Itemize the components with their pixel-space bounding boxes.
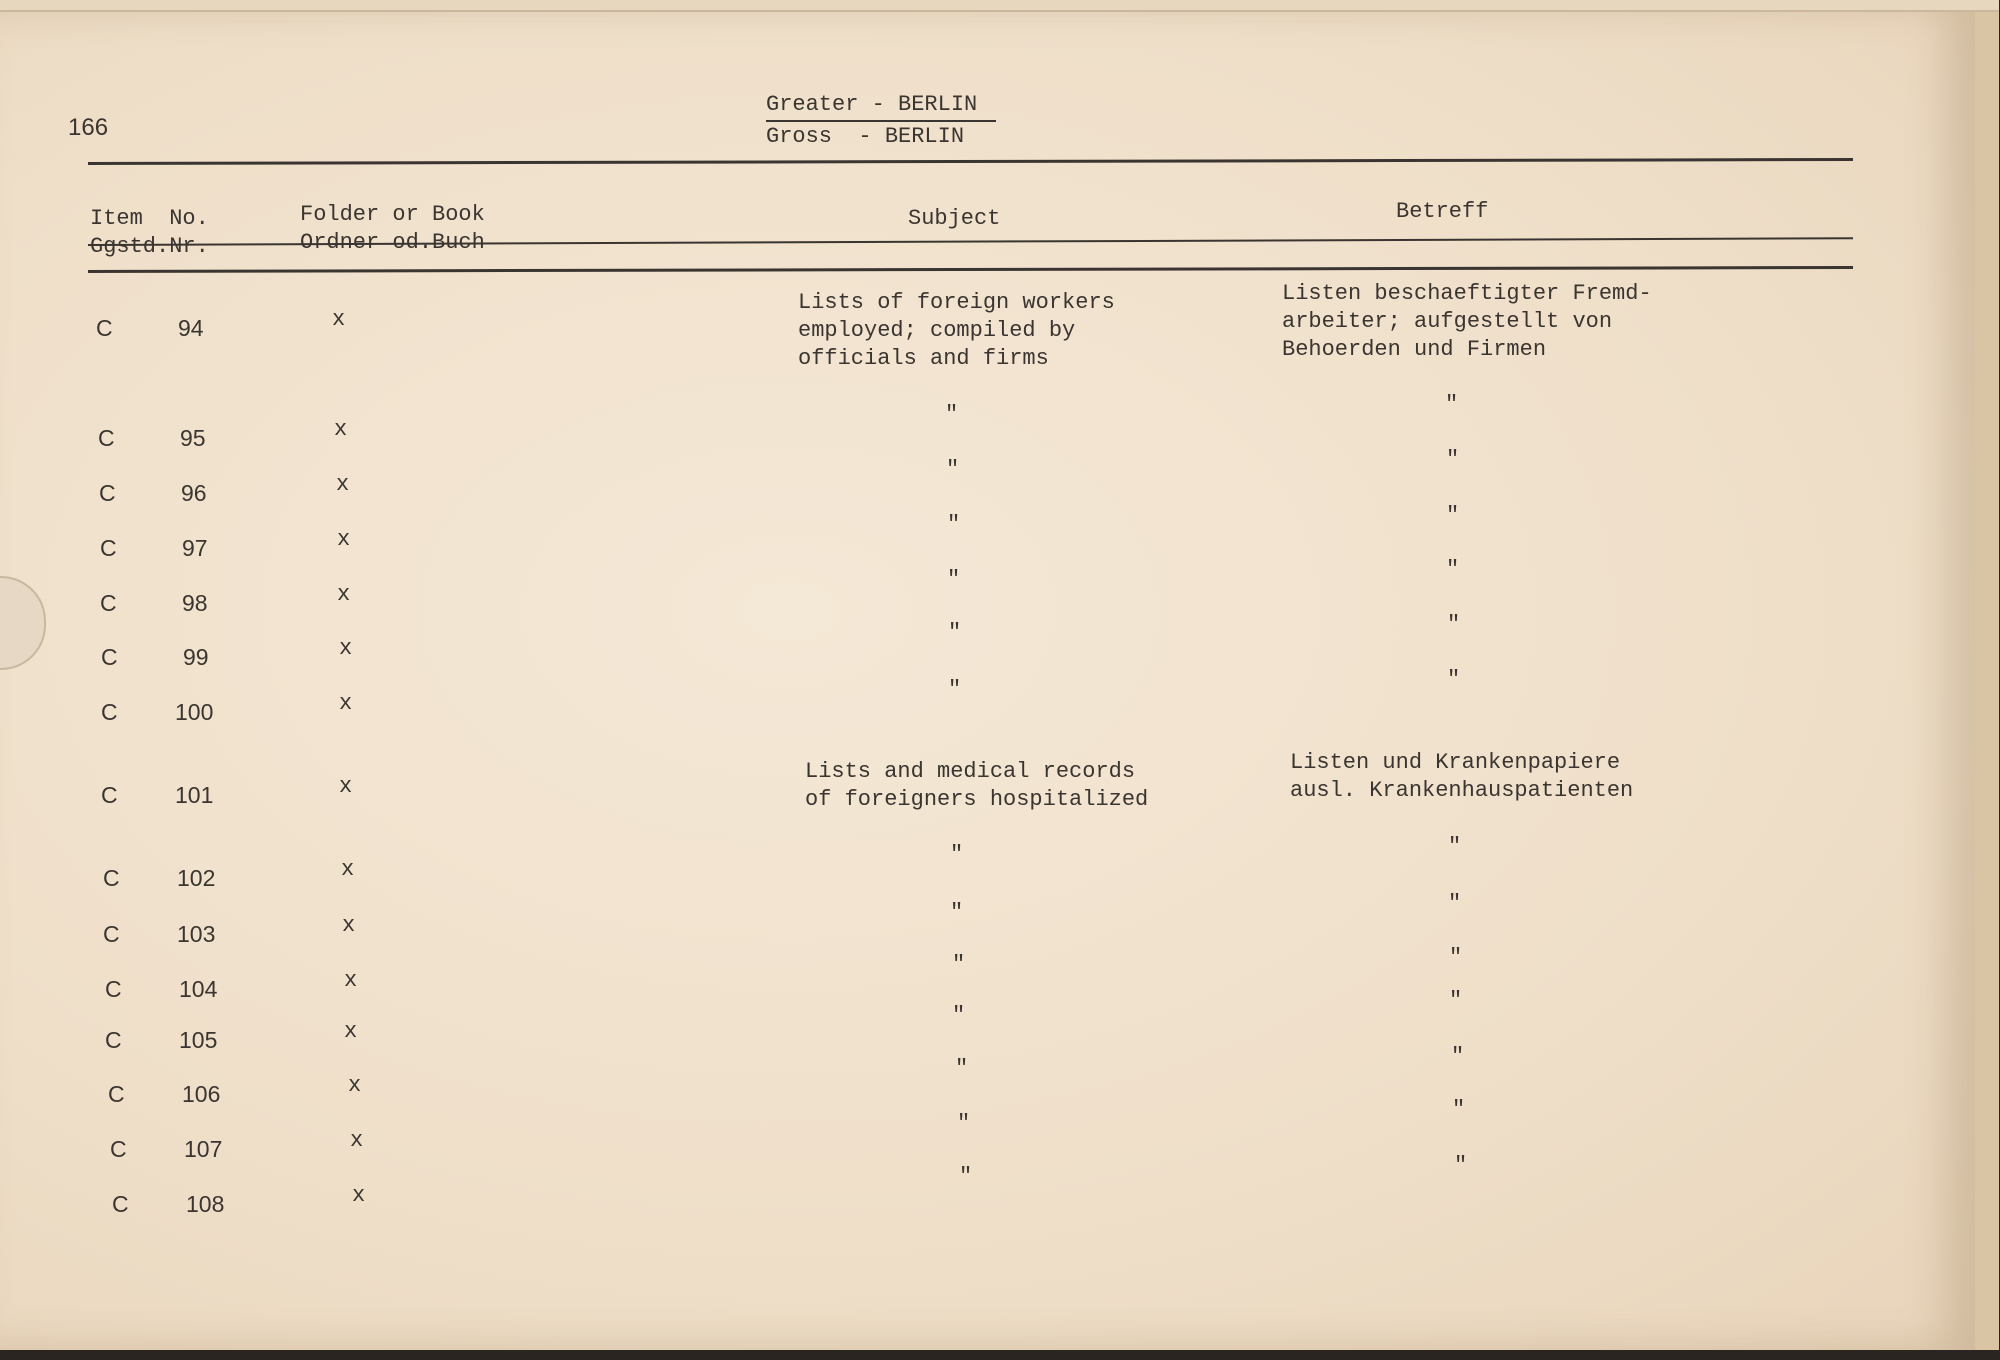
row-subject-ditto: " [948,677,962,702]
row-betreff-ditto: " [1446,503,1460,528]
row-number: 96 [181,480,207,506]
row-prefix: C [108,1081,125,1107]
row-prefix: C [101,644,118,670]
row-prefix: C [100,590,117,616]
row-folder-mark: x [337,527,351,552]
row-betreff-ditto: " [1448,891,1462,916]
row-folder-mark: x [344,1019,358,1044]
page-number: 166 [68,114,109,141]
row-number: 101 [175,782,214,808]
header-bottom-rule [88,266,1853,273]
row-betreff-ditto: " [1452,1097,1466,1122]
row-betreff-ditto: " [1446,447,1460,472]
row-prefix: C [100,535,117,561]
row-prefix: C [103,921,120,947]
row-betreff: Listen beschaeftigter Fremd- arbeiter; aufgestellt von Behoerden und Firmen [1282,281,1652,362]
row-subject-ditto: " [957,1111,971,1136]
row-prefix: C [101,699,118,725]
row-prefix: C [103,865,120,891]
row-prefix: C [101,782,118,808]
row-betreff-ditto: " [1446,557,1460,582]
row-betreff: Listen und Krankenpapiere ausl. Krankenhauspatienten [1290,750,1634,803]
title-underline [766,120,996,122]
row-folder-mark: x [352,1183,366,1208]
row-subject: Lists and medical records of foreigners hospitalized [805,759,1149,812]
document-page [0,6,1999,1350]
binder-tab [0,576,46,670]
row-prefix: C [99,480,116,506]
row-betreff-ditto: " [1454,1153,1468,1178]
row-subject-ditto: " [950,900,964,925]
header-item-line2: Ggstd.Nr. [90,234,209,259]
title-line-1: Greater - BERLIN [766,92,978,117]
row-subject-ditto: " [952,1003,966,1028]
row-betreff-ditto: " [1449,945,1463,970]
row-subject-ditto: " [952,952,966,977]
row-subject-ditto: " [945,402,959,427]
row-folder-mark: x [344,968,358,993]
row-prefix: C [98,425,115,451]
title-line-2: Gross - BERLIN [766,124,965,149]
row-folder-mark: x [339,691,353,716]
row-number: 97 [182,535,208,561]
row-number: 99 [183,644,209,670]
row-prefix: C [110,1136,127,1162]
row-subject: Lists of foreign workers employed; compiled by officials and firms [798,290,1115,371]
row-number: 94 [178,315,204,341]
row-subject-ditto: " [947,567,961,592]
row-folder-mark: x [348,1073,362,1098]
header-top-rule [88,158,1853,165]
row-number: 106 [182,1081,221,1107]
row-subject-ditto: " [946,457,960,482]
row-folder-mark: x [341,857,355,882]
header-subject: Subject [908,206,1001,231]
row-subject-ditto: " [955,1056,969,1081]
row-subject-ditto: " [950,842,964,867]
row-prefix: C [105,976,122,1002]
row-prefix: C [112,1191,129,1217]
row-betreff-ditto: " [1447,667,1461,692]
row-folder-mark: x [339,774,353,799]
row-betreff-ditto: " [1448,834,1462,859]
row-folder-mark: x [350,1128,364,1153]
row-number: 100 [175,699,214,725]
row-subject-ditto: " [959,1164,973,1189]
row-folder-mark: x [332,307,346,332]
row-subject-ditto: " [948,620,962,645]
row-betreff-ditto: " [1449,988,1463,1013]
row-betreff-ditto: " [1447,612,1461,637]
row-folder-mark: x [337,582,351,607]
row-betreff-ditto: " [1445,392,1459,417]
row-number: 95 [180,425,206,451]
row-number: 103 [177,921,216,947]
row-folder-mark: x [342,913,356,938]
header-folder-line1: Folder or Book [300,202,485,227]
row-number: 107 [184,1136,223,1162]
header-betreff: Betreff [1396,199,1489,224]
row-folder-mark: x [339,636,353,661]
row-folder-mark: x [334,417,348,442]
row-subject-ditto: " [947,512,961,537]
row-prefix: C [105,1027,122,1053]
row-betreff-ditto: " [1451,1044,1465,1069]
row-number: 105 [179,1027,218,1053]
row-number: 102 [177,865,216,891]
row-number: 98 [182,590,208,616]
row-folder-mark: x [336,472,350,497]
row-number: 104 [179,976,218,1002]
header-item-line1: Item No. [90,206,209,231]
row-prefix: C [96,315,113,341]
row-number: 108 [186,1191,225,1217]
